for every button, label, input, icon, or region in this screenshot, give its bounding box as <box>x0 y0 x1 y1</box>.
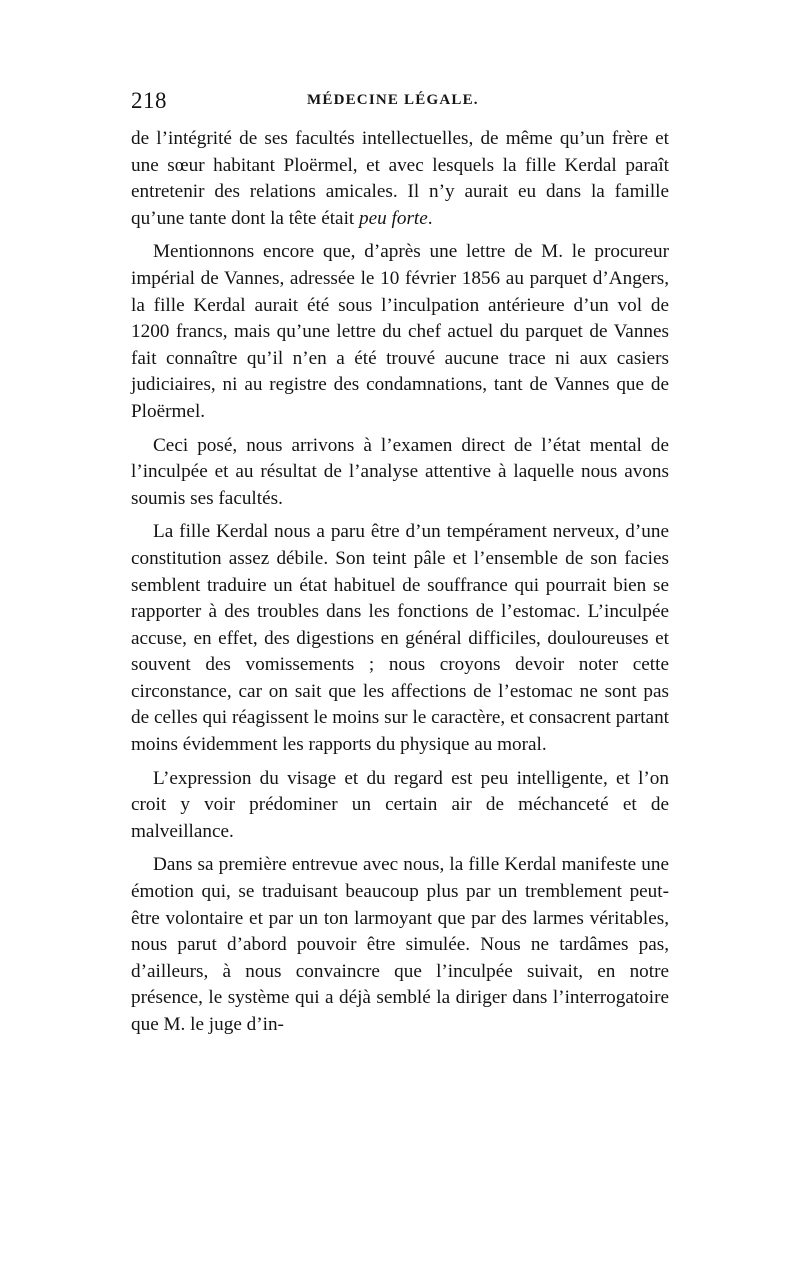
paragraph-1 <box>131 126 669 232</box>
page-number: 218 <box>131 88 167 113</box>
paragraph-5: L’expression du visage et du regard est peu intelligente, et l’on croit y voir prédominer un certain air de méchanceté et de malveillance. <box>131 767 669 842</box>
page-header <box>131 88 669 120</box>
running-title: MÉDECINE LÉGALE. <box>307 92 479 108</box>
paragraph-1-emphasis: peu forte <box>359 207 428 229</box>
body-text <box>131 126 669 1039</box>
paragraph-4: La fille Kerdal nous a paru être d’un tempérament nerveux, d’une constitution assez débile. Son teint pâle et l’ensemble de son facies semblent traduire un état habituel de souffrance qui pourrait bien se rapporter à des troubles dans les fonctions de l’estomac. L’inculpée accuse, en effet, des digestions en général difficiles, douloureuses et souvent des vomissements ; nous croyons devoir noter cette circonstance, car on sait que les affections de l’estomac ne sont pas de celles qui réagissent le moins sur le caractère, et consacrent partant moins évidemment les rapports du physique au moral. <box>131 521 669 756</box>
book-page <box>131 88 669 1039</box>
paragraph-1-end: . <box>427 207 433 229</box>
paragraph-6: Dans sa première entrevue avec nous, la fille Kerdal manifeste une émotion qui, se traduisant beaucoup plus par un tremblement peut-être volontaire et par un ton larmoyant que par des larmes véritables, nous parut d’abord pouvoir être simulée. Nous ne tardâmes pas, d’ailleurs, à nous convaincre que l’inculpée suivait, en notre présence, le système qui a déjà semblé la diriger dans l’interrogatoire que M. le juge d’in- <box>131 854 669 1035</box>
paragraph-3: Ceci posé, nous arrivons à l’examen direct de l’état mental de l’inculpée et au résultat de l’analyse attentive à laquelle nous avons soumis ses facultés. <box>131 434 669 509</box>
paragraph-1-text: de l’intégrité de ses facultés intellectuelles, de même qu’un frère et une sœur habitant Ploërmel, et avec lesquels la fille Kerdal paraît entretenir des relations amicales. Il n’y aurait eu dans la famille qu’une tante dont la tête était <box>131 128 669 229</box>
paragraph-2: Mentionnons encore que, d’après une lettre de M. le procureur impérial de Vannes, adressée le 10 février 1856 au parquet d’Angers, la fille Kerdal aurait été sous l’inculpation antérieure d’un vol de 1200 francs, mais qu’une lettre du chef actuel du parquet de Vannes fait connaître qu’il n’en a été trouvé aucune trace ni aux casiers judiciaires, ni au registre des condamnations, tant de Vannes que de Ploërmel. <box>131 241 669 422</box>
